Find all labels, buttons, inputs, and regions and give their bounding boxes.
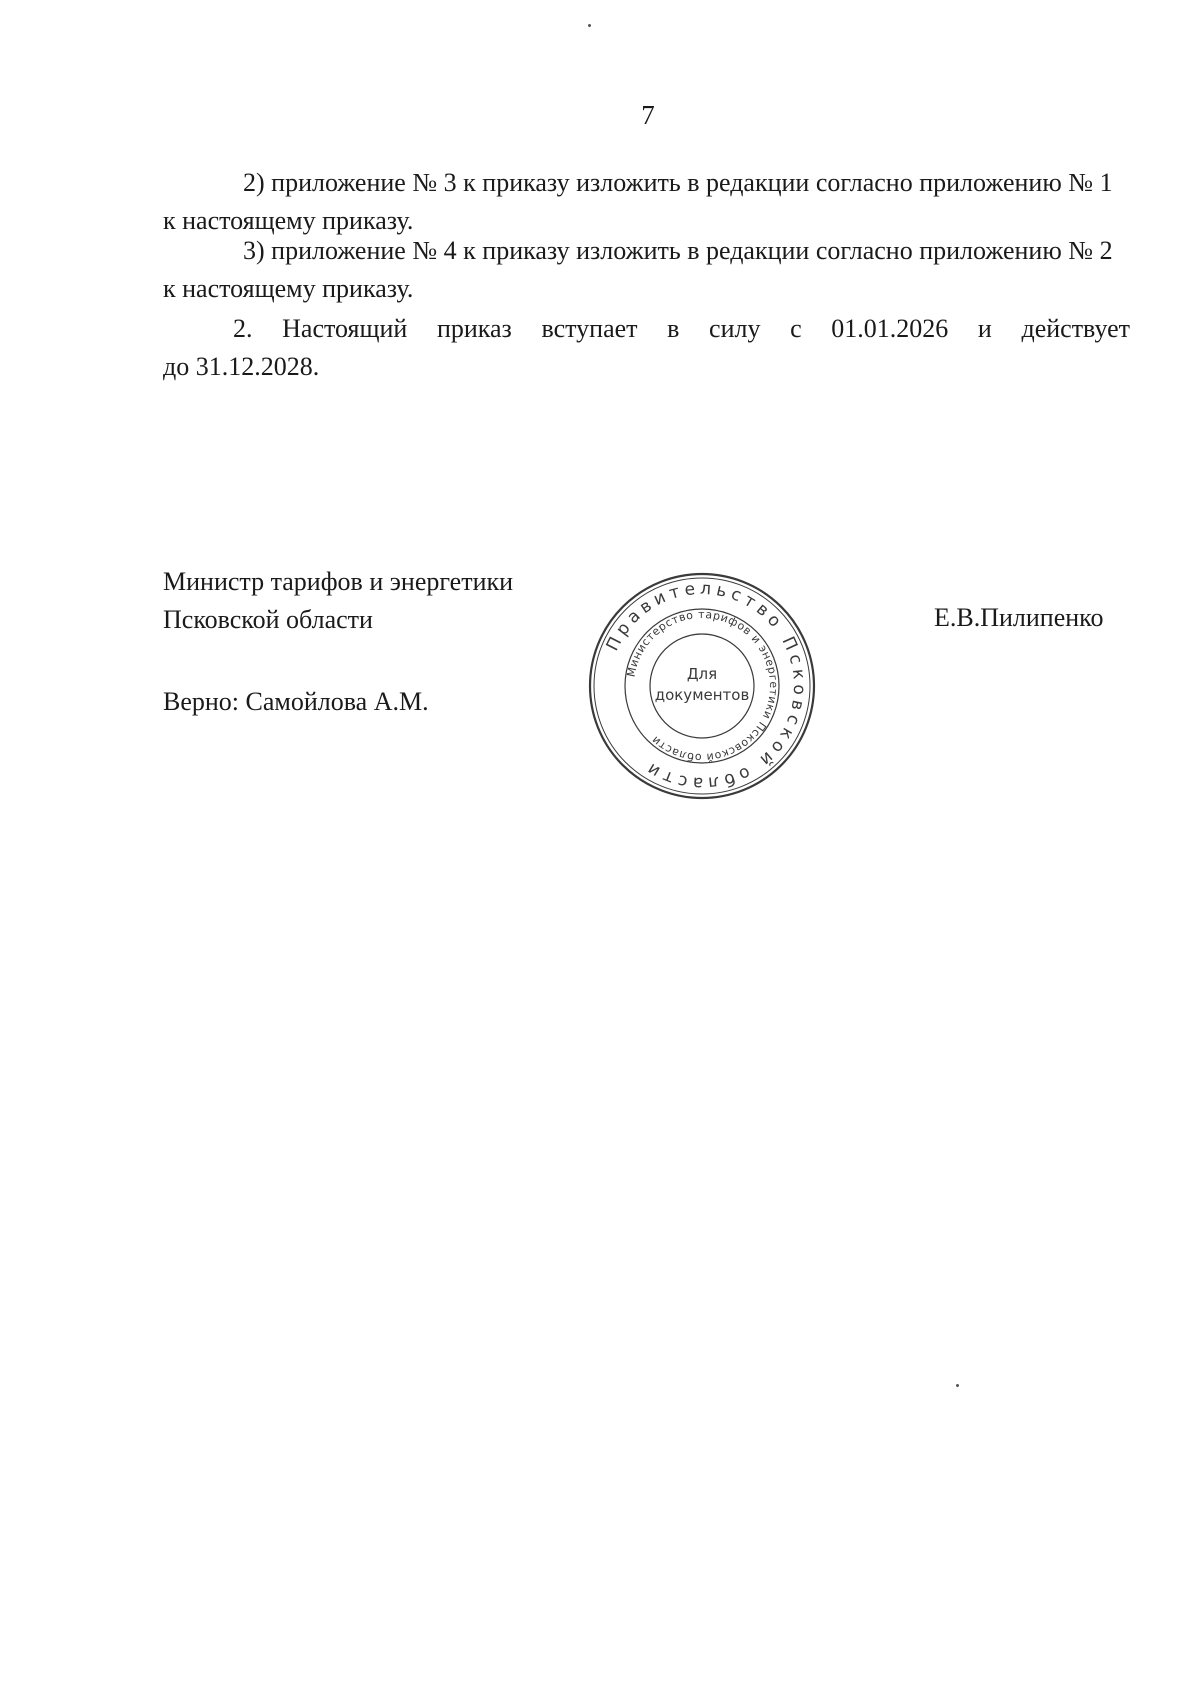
scan-speck bbox=[956, 1384, 959, 1387]
stamp-center-line2: документов bbox=[654, 686, 750, 704]
stamp-inner-text: Министерство тарифов и энергетики Псковской области bbox=[624, 607, 781, 765]
paragraph-effective-date-line2: до 31.12.2028. bbox=[163, 352, 320, 381]
signatory-position-line2: Псковской области bbox=[163, 605, 373, 634]
paragraph-effective-date bbox=[163, 310, 1130, 386]
page-number: 7 bbox=[641, 100, 655, 130]
signatory-position-line1: Министр тарифов и энергетики bbox=[163, 567, 514, 596]
paragraph-effective-date-line1: 2. Настоящий приказ вступает в силу с 01.01.2026 и действует bbox=[233, 314, 1130, 343]
scan-speck bbox=[588, 24, 591, 27]
paragraph-item-3: 3) приложение № 4 к приказу изложить в редакции согласно приложению № 2 к настоящему приказу. bbox=[163, 236, 1113, 303]
signatory-position bbox=[163, 563, 513, 639]
stamp-outer-text: Правительство Псковской области bbox=[602, 578, 810, 794]
signatory-name: Е.В.Пилипенко bbox=[934, 603, 1104, 632]
paragraph-item-2: 2) приложение № 3 к приказу изложить в редакции согласно приложению № 1 к настоящему приказу. bbox=[163, 168, 1113, 235]
official-seal-stamp bbox=[586, 570, 818, 802]
stamp-center-line1: Для bbox=[686, 665, 718, 683]
verified-by: Верно: Самойлова А.М. bbox=[163, 687, 429, 716]
